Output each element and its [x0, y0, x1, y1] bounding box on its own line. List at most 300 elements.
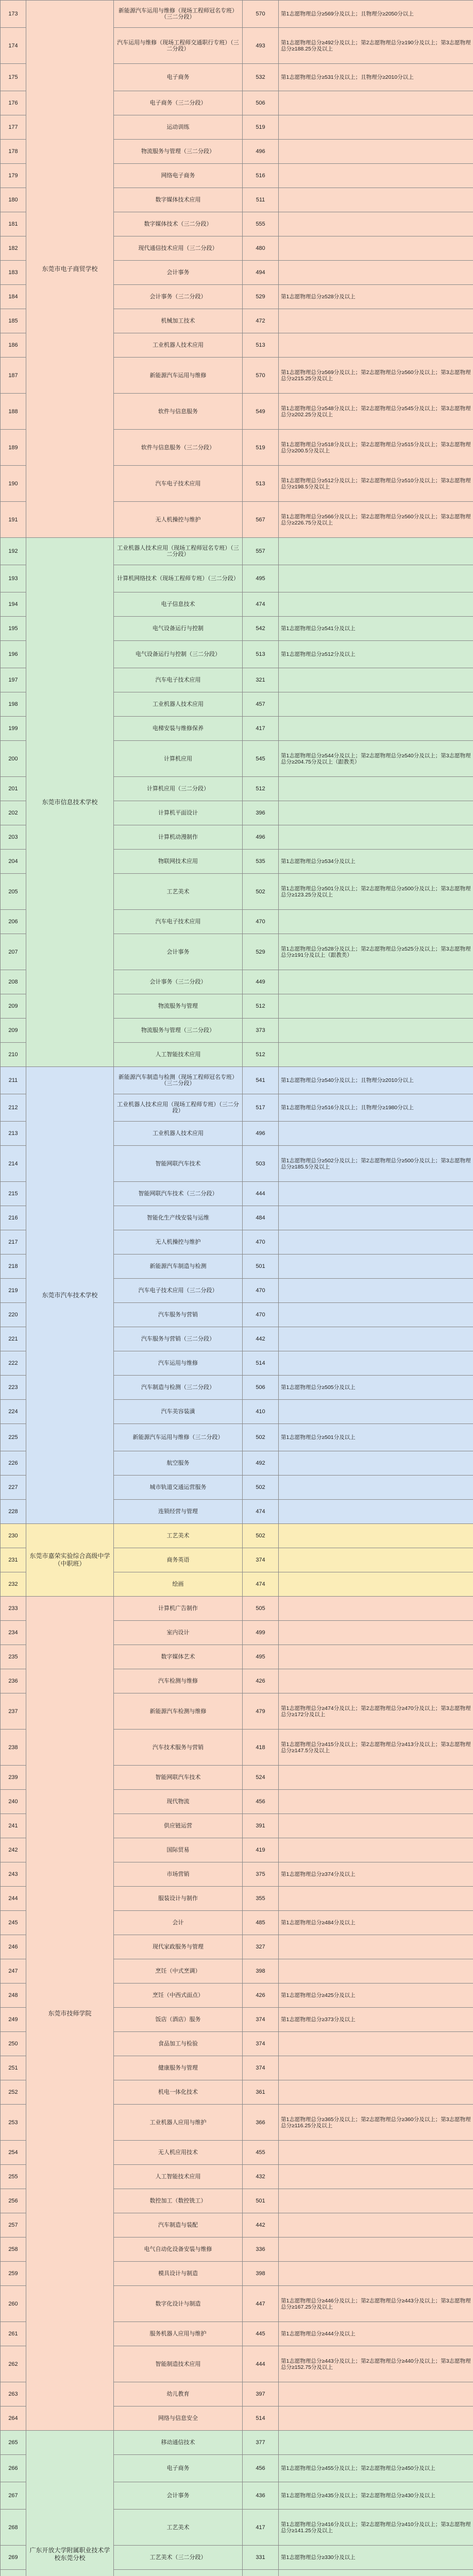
row-number: 223 — [1, 1376, 26, 1400]
tiebreak-note — [279, 115, 473, 140]
cutoff-score: 361 — [243, 2080, 279, 2105]
row-number: 269 — [1, 2546, 26, 2570]
tiebreak-note: 第1志愿物理总分≥512分及以上 — [279, 641, 473, 668]
row-number: 184 — [1, 285, 26, 309]
cutoff-score: 503 — [243, 1146, 279, 1182]
major-name: 新能源汽车运用与维修（现场工程师冠名专班）（三二分段） — [114, 1, 243, 28]
cutoff-score: 445 — [243, 2322, 279, 2346]
tiebreak-note — [279, 592, 473, 617]
tiebreak-note — [279, 2431, 473, 2455]
tiebreak-note — [279, 2141, 473, 2165]
tiebreak-note: 第1志愿物理总分≥516分及以上；且物理分≥1980分以上 — [279, 1094, 473, 1122]
tiebreak-note: 第1志愿物理总分≥502分及以上；第2志愿物理总分≥500分及以上；第3志愿物理总分≥185.5分及以上 — [279, 1146, 473, 1182]
cutoff-score: 479 — [243, 1693, 279, 1730]
row-number: 245 — [1, 1911, 26, 1935]
tiebreak-note — [279, 801, 473, 825]
row-number: 220 — [1, 1303, 26, 1327]
major-name: 服务机器人应用与维护 — [114, 2322, 243, 2346]
major-name: 工艺美术 — [114, 874, 243, 910]
school-name: 东莞市汽车技术学校 — [26, 1067, 114, 1524]
tiebreak-note — [279, 261, 473, 285]
table-row — [1, 1524, 473, 1548]
row-number: 261 — [1, 2322, 26, 2346]
cutoff-score: 545 — [243, 741, 279, 777]
row-number: 264 — [1, 2406, 26, 2431]
tiebreak-note: 第1志愿物理总分≥373分及以上 — [279, 2008, 473, 2032]
major-name: 新能源汽车制造与检测 — [114, 1255, 243, 1279]
tiebreak-note — [279, 1572, 473, 1597]
row-number: 189 — [1, 430, 26, 466]
row-number: 195 — [1, 617, 26, 641]
tiebreak-note — [279, 717, 473, 741]
major-name: 会计事务 — [114, 261, 243, 285]
row-number: 194 — [1, 592, 26, 617]
tiebreak-note: 第1志愿物理总分≥501分及以上；第2志愿物理总分≥500分及以上；第3志愿物理总分≥123.25分及以上 — [279, 874, 473, 910]
row-number: 240 — [1, 1790, 26, 1814]
major-name: 电气设备运行与控制（三二分段） — [114, 641, 243, 668]
tiebreak-note — [279, 994, 473, 1019]
cutoff-score: 492 — [243, 1451, 279, 1476]
cutoff-score: 456 — [243, 2455, 279, 2482]
cutoff-score: 426 — [243, 1984, 279, 2008]
row-number: 192 — [1, 538, 26, 565]
cutoff-score: 516 — [243, 164, 279, 188]
major-name: 无人机应用技术 — [114, 2141, 243, 2165]
tiebreak-note — [279, 1122, 473, 1146]
major-name: 无人机操控与维护 — [114, 502, 243, 538]
major-name — [114, 2570, 243, 2576]
major-name: 幼儿教育 — [114, 2382, 243, 2406]
tiebreak-note: 第1志愿物理总分≥446分及以上；第2志愿物理总分≥443分及以上；第3志愿物理总分≥167.25分及以上 — [279, 2286, 473, 2322]
major-name: 智能网联汽车技术 — [114, 1146, 243, 1182]
cutoff-score: 449 — [243, 970, 279, 994]
row-number: 203 — [1, 825, 26, 850]
major-name: 汽车检测与维修 — [114, 1669, 243, 1693]
major-name: 智能制造技术应用 — [114, 2346, 243, 2382]
row-number: 211 — [1, 1067, 26, 1094]
cutoff-score: 419 — [243, 1838, 279, 1862]
major-name: 服装设计与制作 — [114, 1887, 243, 1911]
tiebreak-note: 第1志愿物理总分≥435分及以上；第2志愿物理总分≥430分及以上 — [279, 2482, 473, 2510]
tiebreak-note — [279, 1303, 473, 1327]
tiebreak-note — [279, 1838, 473, 1862]
tiebreak-note: 第1志愿物理总分≥566分及以上；第2志愿物理总分≥560分及以上；第3志愿物理总分≥226.75分及以上 — [279, 502, 473, 538]
major-name: 计算机应用（三二分段） — [114, 777, 243, 801]
cutoff-score: 502 — [243, 1424, 279, 1451]
tiebreak-note — [279, 2032, 473, 2056]
row-number: 187 — [1, 358, 26, 394]
cutoff-score: 480 — [243, 236, 279, 261]
cutoff-score: 541 — [243, 1067, 279, 1094]
tiebreak-note — [279, 777, 473, 801]
major-name: 绘画 — [114, 1572, 243, 1597]
row-number: 232 — [1, 1572, 26, 1597]
tiebreak-note — [279, 1182, 473, 1206]
cutoff-score: 567 — [243, 502, 279, 538]
major-name: 物联网技术应用 — [114, 850, 243, 874]
tiebreak-note: 第1志愿物理总分≥541分及以上 — [279, 617, 473, 641]
row-number: 205 — [1, 874, 26, 910]
major-name: 连锁经营与管理 — [114, 1500, 243, 1524]
major-name: 汽车技术服务与营销 — [114, 1730, 243, 1766]
cutoff-score: 519 — [243, 115, 279, 140]
cutoff-score: 391 — [243, 1814, 279, 1838]
row-number: 198 — [1, 692, 26, 717]
major-name: 工业机器人技术应用（现场工程师冠名专班）（三二分段） — [114, 538, 243, 565]
cutoff-score: 417 — [243, 2510, 279, 2546]
row-number: 244 — [1, 1887, 26, 1911]
row-number: 238 — [1, 1730, 26, 1766]
cutoff-score: 410 — [243, 1400, 279, 1424]
cutoff-score: 502 — [243, 1524, 279, 1548]
row-number: 218 — [1, 1255, 26, 1279]
major-name: 食品加工与检验 — [114, 2032, 243, 2056]
row-number: 226 — [1, 1451, 26, 1476]
major-name: 汽车服务与营销（三二分段） — [114, 1327, 243, 1351]
major-name: 新能源汽车制造与检测（现场工程师冠名专班）（三二分段） — [114, 1067, 243, 1094]
cutoff-score — [243, 2570, 279, 2576]
row-number: 266 — [1, 2455, 26, 2482]
row-number: 199 — [1, 717, 26, 741]
cutoff-score: 397 — [243, 2382, 279, 2406]
row-number: 241 — [1, 1814, 26, 1838]
admission-score-table-body — [1, 1, 473, 2576]
row-number: 197 — [1, 668, 26, 692]
row-number: 242 — [1, 1838, 26, 1862]
major-name: 现代通信技术应用（三二分段） — [114, 236, 243, 261]
major-name: 新能源汽车运用与维修（三二分段） — [114, 1424, 243, 1451]
row-number: 243 — [1, 1862, 26, 1887]
major-name: 数控加工（数控铣工） — [114, 2189, 243, 2213]
row-number: 233 — [1, 1597, 26, 1621]
cutoff-score: 457 — [243, 692, 279, 717]
major-name: 计算机平面设计 — [114, 801, 243, 825]
major-name: 会计事务 — [114, 2482, 243, 2510]
major-name: 网络电子商务 — [114, 164, 243, 188]
row-number: 222 — [1, 1351, 26, 1376]
cutoff-score: 495 — [243, 1645, 279, 1669]
major-name: 智能网联汽车技术 — [114, 1766, 243, 1790]
tiebreak-note: 第1志愿物理总分≥531分及以上；且物理分≥2010分以上 — [279, 64, 473, 91]
major-name: 会计事务（三二分段） — [114, 970, 243, 994]
cutoff-score: 373 — [243, 1019, 279, 1043]
tiebreak-note: 第1志愿物理总分≥474分及以上；第2志愿物理总分≥470分及以上；第3志愿物理总分≥172分及以上 — [279, 1693, 473, 1730]
tiebreak-note — [279, 91, 473, 115]
tiebreak-note — [279, 1351, 473, 1376]
tiebreak-note: 第1志愿物理总分≥528分及以上 — [279, 285, 473, 309]
tiebreak-note — [279, 1645, 473, 1669]
cutoff-score: 374 — [243, 2008, 279, 2032]
major-name: 国际贸易 — [114, 1838, 243, 1862]
row-number: 235 — [1, 1645, 26, 1669]
tiebreak-note — [279, 1279, 473, 1303]
major-name: 汽车电子技术应用 — [114, 668, 243, 692]
table-row — [1, 1597, 473, 1621]
tiebreak-note: 第1志愿物理总分≥540分及以上；且物理分≥2010分以上 — [279, 1067, 473, 1094]
tiebreak-note: 第1志愿物理总分≥415分及以上；第2志愿物理总分≥413分及以上；第3志愿物理总分≥147.5分及以上 — [279, 1730, 473, 1766]
major-name: 会计 — [114, 1911, 243, 1935]
cutoff-score: 470 — [243, 1303, 279, 1327]
tiebreak-note: 第1志愿物理总分≥534分及以上 — [279, 850, 473, 874]
cutoff-score: 398 — [243, 1959, 279, 1984]
major-name: 汽车运用与维修（现场工程师交通职行专班）（三二分段） — [114, 28, 243, 64]
major-name: 供应链运营 — [114, 1814, 243, 1838]
tiebreak-note: 第1志愿物理总分≥492分及以上；第2志愿物理总分≥190分及以上；第3志愿物理总分≥188.25分及以上 — [279, 28, 473, 64]
tiebreak-note — [279, 1500, 473, 1524]
row-number: 196 — [1, 641, 26, 668]
row-number: 256 — [1, 2189, 26, 2213]
cutoff-score: 485 — [243, 1911, 279, 1935]
row-number: 251 — [1, 2056, 26, 2080]
tiebreak-note — [279, 1548, 473, 1572]
cutoff-score: 417 — [243, 717, 279, 741]
row-number — [1, 2570, 26, 2576]
major-name: 现代家政服务与管理 — [114, 1935, 243, 1959]
table-row — [1, 1067, 473, 1094]
major-name: 物流服务与管理 — [114, 994, 243, 1019]
major-name: 汽车服务与营销 — [114, 1303, 243, 1327]
cutoff-score: 570 — [243, 1, 279, 28]
row-number: 217 — [1, 1230, 26, 1255]
table-row — [1, 2431, 473, 2455]
major-name: 工业机器人应用与维护 — [114, 2105, 243, 2141]
cutoff-score: 519 — [243, 430, 279, 466]
school-name: 广东开放大学附属职业技术学校东莞分校 — [26, 2431, 114, 2576]
major-name: 电气自动化设备安装与维修 — [114, 2238, 243, 2262]
cutoff-score: 442 — [243, 1327, 279, 1351]
row-number: 200 — [1, 741, 26, 777]
tiebreak-note — [279, 1935, 473, 1959]
major-name: 汽车电子技术应用 — [114, 910, 243, 934]
cutoff-score: 514 — [243, 2406, 279, 2431]
major-name: 商务英语 — [114, 1548, 243, 1572]
row-number: 225 — [1, 1424, 26, 1451]
tiebreak-note — [279, 1597, 473, 1621]
cutoff-score: 474 — [243, 592, 279, 617]
major-name: 人工智能技术应用 — [114, 2165, 243, 2189]
tiebreak-note: 第1志愿物理总分≥518分及以上；第2志愿物理总分≥515分及以上；第3志愿物理总分≥200.5分及以上 — [279, 430, 473, 466]
cutoff-score: 396 — [243, 801, 279, 825]
cutoff-score: 456 — [243, 1790, 279, 1814]
tiebreak-note — [279, 1790, 473, 1814]
tiebreak-note — [279, 1887, 473, 1911]
row-number: 180 — [1, 188, 26, 212]
row-number: 258 — [1, 2238, 26, 2262]
row-number: 252 — [1, 2080, 26, 2105]
major-name: 新能源汽车检测与维修 — [114, 1693, 243, 1730]
cutoff-score: 444 — [243, 2346, 279, 2382]
row-number: 250 — [1, 2032, 26, 2056]
school-name: 东莞市嘉荣实验综合高级中学（中职班） — [26, 1524, 114, 1597]
row-number: 257 — [1, 2213, 26, 2238]
row-number: 239 — [1, 1766, 26, 1790]
major-name: 数字媒体技术应用 — [114, 188, 243, 212]
cutoff-score: 511 — [243, 188, 279, 212]
major-name: 城市轨道交通运营服务 — [114, 1476, 243, 1500]
row-number: 259 — [1, 2262, 26, 2286]
tiebreak-note: 第1志愿物理总分≥443分及以上；第2志愿物理总分≥440分及以上；第3志愿物理总分≥152.75分及以上 — [279, 2346, 473, 2382]
major-name: 模具设计与制造 — [114, 2262, 243, 2286]
major-name: 数字媒体艺术 — [114, 1645, 243, 1669]
school-name: 东莞市信息技术学校 — [26, 538, 114, 1067]
row-number: 246 — [1, 1935, 26, 1959]
cutoff-score: 496 — [243, 1122, 279, 1146]
major-name: 网络与信息安全 — [114, 2406, 243, 2431]
major-name: 健康服务与管理 — [114, 2056, 243, 2080]
row-number: 209 — [1, 1019, 26, 1043]
cutoff-score: 447 — [243, 2286, 279, 2322]
cutoff-score: 529 — [243, 934, 279, 970]
major-name: 市场营销 — [114, 1862, 243, 1887]
row-number: 236 — [1, 1669, 26, 1693]
tiebreak-note: 第1志愿物理总分≥528分及以上；第2志愿物理总分≥525分及以上；第3志愿物理总分≥191分及以上（跟教类） — [279, 934, 473, 970]
tiebreak-note — [279, 2056, 473, 2080]
cutoff-score: 470 — [243, 910, 279, 934]
cutoff-score: 501 — [243, 2189, 279, 2213]
cutoff-score: 444 — [243, 1182, 279, 1206]
tiebreak-note — [279, 668, 473, 692]
major-name: 软件与信息服务 — [114, 394, 243, 430]
major-name: 计算机广告制作 — [114, 1597, 243, 1621]
major-name: 会计事务 — [114, 934, 243, 970]
row-number: 262 — [1, 2346, 26, 2382]
cutoff-score: 555 — [243, 212, 279, 236]
table-row — [1, 1, 473, 28]
cutoff-score: 570 — [243, 358, 279, 394]
major-name: 工业机器人技术应用（现场工程师专班）（三二分段） — [114, 1094, 243, 1122]
tiebreak-note — [279, 2238, 473, 2262]
cutoff-score: 355 — [243, 1887, 279, 1911]
major-name: 会计事务（三二分段） — [114, 285, 243, 309]
cutoff-score: 506 — [243, 1376, 279, 1400]
major-name: 电气设备运行与控制 — [114, 617, 243, 641]
row-number: 191 — [1, 502, 26, 538]
tiebreak-note — [279, 333, 473, 358]
tiebreak-note: 第1志愿物理总分≥548分及以上；第2志愿物理总分≥545分及以上；第3志愿物理总分≥202.25分及以上 — [279, 394, 473, 430]
tiebreak-note — [279, 2080, 473, 2105]
major-name: 航空服务 — [114, 1451, 243, 1476]
cutoff-score: 512 — [243, 777, 279, 801]
major-name: 现代物流 — [114, 1790, 243, 1814]
row-number: 207 — [1, 934, 26, 970]
cutoff-score: 436 — [243, 2482, 279, 2510]
major-name: 汽车运用与维修 — [114, 1351, 243, 1376]
row-number: 255 — [1, 2165, 26, 2189]
tiebreak-note — [279, 1669, 473, 1693]
row-number: 213 — [1, 1122, 26, 1146]
tiebreak-note — [279, 970, 473, 994]
tiebreak-note — [279, 212, 473, 236]
major-name: 智能化生产线安装与运维 — [114, 1206, 243, 1230]
major-name: 工艺美术（三二分段） — [114, 2546, 243, 2570]
tiebreak-note — [279, 2382, 473, 2406]
major-name: 电子信息技术 — [114, 592, 243, 617]
major-name: 室内设计 — [114, 1621, 243, 1645]
tiebreak-note — [279, 2406, 473, 2431]
major-name: 数字化设计与制造 — [114, 2286, 243, 2322]
tiebreak-note — [279, 692, 473, 717]
tiebreak-note — [279, 1621, 473, 1645]
table-row — [1, 538, 473, 565]
tiebreak-note — [279, 2165, 473, 2189]
tiebreak-note: 第1志愿物理总分≥416分及以上；第2志愿物理总分≥410分及以上；第3志愿物理总分≥141.25分及以上 — [279, 2510, 473, 2546]
major-name: 工艺美术 — [114, 2510, 243, 2546]
tiebreak-note — [279, 1043, 473, 1067]
row-number: 231 — [1, 1548, 26, 1572]
tiebreak-note — [279, 188, 473, 212]
cutoff-score: 517 — [243, 1094, 279, 1122]
major-name: 汽车制造与检测（三二分段） — [114, 1376, 243, 1400]
cutoff-score: 336 — [243, 2238, 279, 2262]
major-name: 电梯安装与维修保养 — [114, 717, 243, 741]
row-number: 263 — [1, 2382, 26, 2406]
cutoff-score: 398 — [243, 2262, 279, 2286]
cutoff-score: 470 — [243, 1230, 279, 1255]
major-name: 汽车制造与装配 — [114, 2213, 243, 2238]
major-name: 电子商务 — [114, 2455, 243, 2482]
cutoff-score: 496 — [243, 825, 279, 850]
cutoff-score: 502 — [243, 874, 279, 910]
cutoff-score: 549 — [243, 394, 279, 430]
cutoff-score: 426 — [243, 1669, 279, 1693]
tiebreak-note — [279, 236, 473, 261]
cutoff-score: 512 — [243, 994, 279, 1019]
major-name: 人工智能技术应用 — [114, 1043, 243, 1067]
cutoff-score: 495 — [243, 565, 279, 592]
row-number: 208 — [1, 970, 26, 994]
row-number: 267 — [1, 2482, 26, 2510]
tiebreak-note: 第1志愿物理总分≥512分及以上；第2志愿物理总分≥510分及以上；第3志愿物理总分≥198.5分及以上 — [279, 466, 473, 502]
major-name: 电子商务 — [114, 64, 243, 91]
row-number: 190 — [1, 466, 26, 502]
major-name: 数字媒体技术（三二分段） — [114, 212, 243, 236]
row-number: 230 — [1, 1524, 26, 1548]
row-number: 174 — [1, 28, 26, 64]
row-number: 260 — [1, 2286, 26, 2322]
row-number: 253 — [1, 2105, 26, 2141]
tiebreak-note — [279, 1451, 473, 1476]
row-number: 185 — [1, 309, 26, 333]
tiebreak-note: 第1志愿物理总分≥374分及以上 — [279, 1862, 473, 1887]
row-number: 234 — [1, 1621, 26, 1645]
tiebreak-note: 第1志愿物理总分≥425分及以上 — [279, 1984, 473, 2008]
cutoff-score: 418 — [243, 1730, 279, 1766]
row-number: 188 — [1, 394, 26, 430]
row-number: 268 — [1, 2510, 26, 2546]
row-number: 215 — [1, 1182, 26, 1206]
school-name: 东莞市技师学院 — [26, 1597, 114, 2431]
major-name: 软件与信息服务（三二分段） — [114, 430, 243, 466]
cutoff-score: 505 — [243, 1597, 279, 1621]
cutoff-score: 501 — [243, 1255, 279, 1279]
cutoff-score: 442 — [243, 2213, 279, 2238]
major-name: 计算机动漫制作 — [114, 825, 243, 850]
major-name: 汽车电子技术应用 — [114, 466, 243, 502]
major-name: 计算机网络技术（现场工程师专班）（三二分段） — [114, 565, 243, 592]
tiebreak-note: 第1志愿物理总分≥544分及以上；第2志愿物理总分≥540分及以上；第3志愿物理总分≥204.75分及以上（跟教类） — [279, 741, 473, 777]
cutoff-score: 557 — [243, 538, 279, 565]
cutoff-score: 470 — [243, 1279, 279, 1303]
row-number: 182 — [1, 236, 26, 261]
row-number: 206 — [1, 910, 26, 934]
tiebreak-note: 第1志愿物理总分≥330分及以上 — [279, 2546, 473, 2570]
major-name: 烹饪（中西式面点） — [114, 1984, 243, 2008]
tiebreak-note: 第1志愿物理总分≥484分及以上 — [279, 1911, 473, 1935]
major-name: 机械加工技术 — [114, 309, 243, 333]
row-number: 177 — [1, 115, 26, 140]
row-number: 247 — [1, 1959, 26, 1984]
major-name: 无人机操控与维护 — [114, 1230, 243, 1255]
